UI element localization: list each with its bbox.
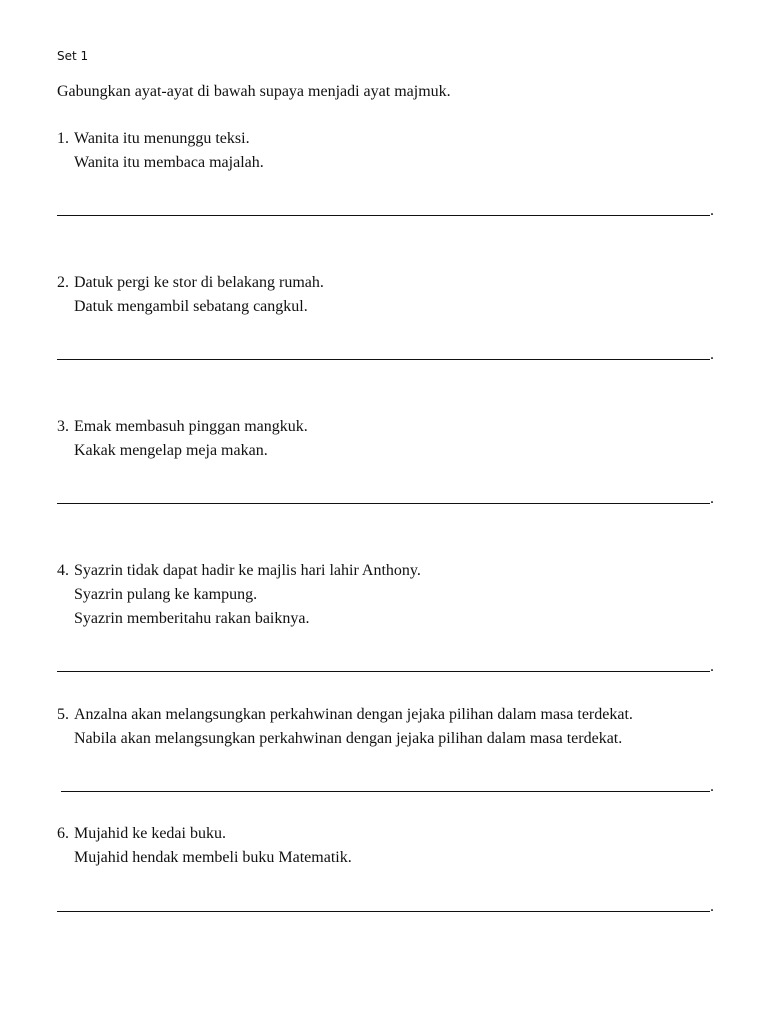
answer-line-3[interactable]: [57, 487, 717, 507]
question-sentence: Emak membasuh pinggan mangkuk.: [74, 418, 308, 435]
answer-end-punctuation: .: [710, 346, 714, 363]
question-sentence: Wanita itu membaca majalah.: [74, 154, 264, 171]
question-number: 3.: [57, 418, 69, 435]
instruction-text: Gabungkan ayat-ayat di bawah supaya menjadi ayat majmuk.: [57, 83, 451, 100]
answer-end-punctuation: .: [710, 202, 714, 219]
question-sentence: Nabila akan melangsungkan perkahwinan dengan jejaka pilihan dalam masa terdekat.: [74, 730, 623, 747]
answer-end-punctuation: .: [710, 490, 714, 507]
question-number: 2.: [57, 274, 69, 291]
question-2: [57, 271, 717, 319]
question-sentence: Mujahid ke kedai buku.: [74, 825, 226, 842]
question-sentence: Anzalna akan melangsungkan perkahwinan dengan jejaka pilihan dalam masa terdekat.: [74, 706, 633, 723]
question-number: 6.: [57, 825, 69, 842]
set-label: Set 1: [57, 49, 89, 63]
answer-line-6[interactable]: [57, 895, 717, 915]
question-1: [57, 127, 717, 175]
question-sentence: Datuk mengambil sebatang cangkul.: [74, 298, 308, 315]
question-sentence: Wanita itu menunggu teksi.: [74, 130, 250, 147]
answer-end-punctuation: .: [710, 898, 714, 915]
question-6: [57, 822, 717, 870]
answer-line-5[interactable]: [61, 775, 717, 795]
question-4: [57, 559, 717, 631]
question-sentence: Syazrin memberitahu rakan baiknya.: [74, 610, 310, 627]
question-number: 1.: [57, 130, 69, 147]
question-sentence: Mujahid hendak membeli buku Matematik.: [74, 849, 352, 866]
question-3: [57, 415, 717, 463]
answer-end-punctuation: .: [710, 658, 714, 675]
question-sentence: Kakak mengelap meja makan.: [74, 442, 268, 459]
question-sentence: Syazrin pulang ke kampung.: [74, 586, 258, 603]
answer-line-2[interactable]: [57, 343, 717, 363]
answer-line-1[interactable]: [57, 199, 717, 219]
question-5: [57, 703, 717, 751]
question-sentence: Datuk pergi ke stor di belakang rumah.: [74, 274, 324, 291]
question-number: 5.: [57, 706, 69, 723]
question-number: 4.: [57, 562, 69, 579]
question-sentence: Syazrin tidak dapat hadir ke majlis hari lahir Anthony.: [74, 562, 421, 579]
answer-line-4[interactable]: [57, 655, 717, 675]
answer-end-punctuation: .: [710, 778, 714, 795]
